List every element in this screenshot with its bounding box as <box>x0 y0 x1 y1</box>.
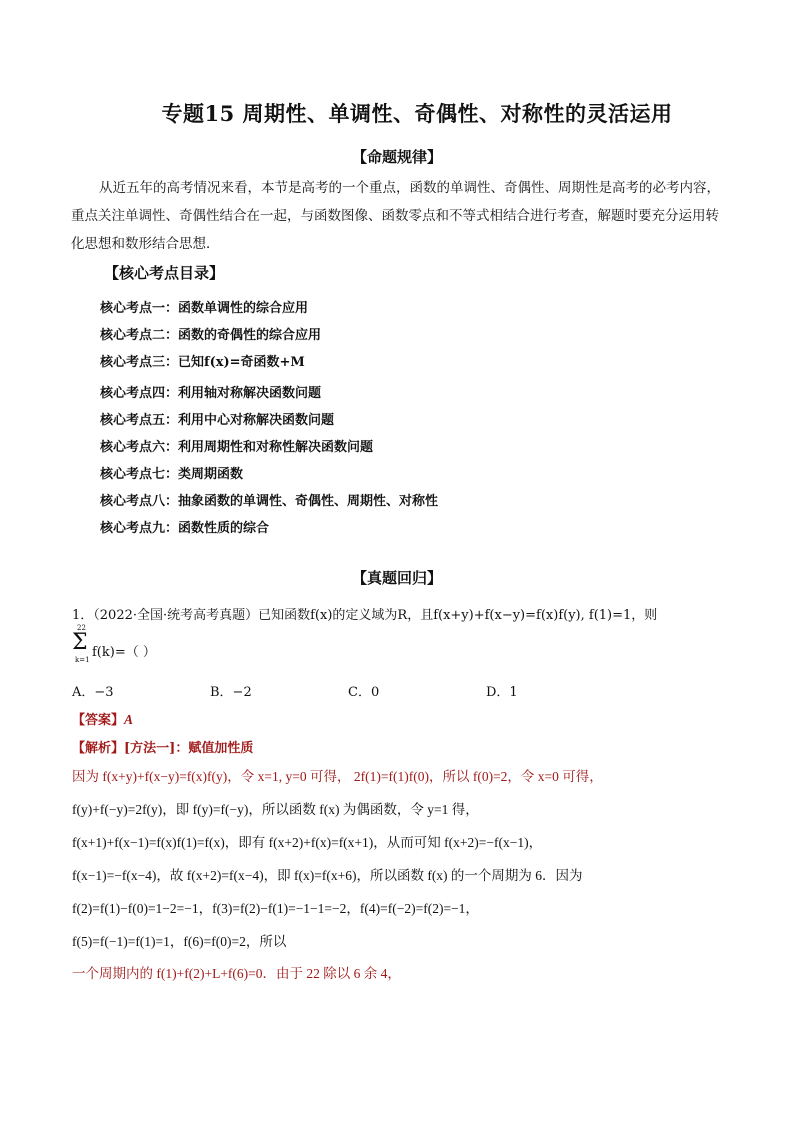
solution-line: f(y)+f(−y)=2f(y)，即 f(y)=f(−y)，所以函数 f(x) 为偶函数，令 y=1 得， <box>72 802 479 817</box>
solution-line: 一个周期内的 f(1)+f(2)+L+f(6)=0．由于 22 除以 6 余 4， <box>72 966 401 981</box>
toc-item: 核心考点二：函数的奇偶性的综合应用 <box>100 328 322 343</box>
choice-b: B．−2 <box>210 685 252 700</box>
sum-expression: f(k)=（ ） <box>92 645 156 660</box>
solution-line: f(5)=f(−1)=f(1)=1，f(6)=f(0)=2，所以 <box>72 934 287 949</box>
solution-line: f(x+1)+f(x−1)=f(x)f(1)=f(x)，即有 f(x+2)+f(x)=f(x+1)，从而可知 f(x+2)=−f(x−1)， <box>72 835 543 850</box>
toc-item: 核心考点三：已知f(x)=奇函数+M <box>100 355 305 370</box>
choice-c: C．0 <box>348 685 380 700</box>
solution-line: 因为 f(x+y)+f(x−y)=f(x)f(y)，令 x=1, y=0 可得， 2f(1)=f(1)f(0)，所以 f(0)=2，令 x=0 可得， <box>72 769 603 784</box>
rule-heading: 【命题规律】 <box>351 148 442 166</box>
toc-item: 核心考点九：函数性质的综合 <box>100 521 270 536</box>
answer-label: 【答案】 <box>72 713 125 728</box>
summation-symbol: Σ <box>72 630 88 655</box>
toc-item: 核心考点八：抽象函数的单调性、奇偶性、周期性、对称性 <box>100 494 439 509</box>
page-title: 专题15 周期性、单调性、奇偶性、对称性的灵活运用 <box>161 101 673 126</box>
solution-label: 【解析】 <box>72 741 125 756</box>
sum-lower-limit: k=1 <box>75 656 90 664</box>
choice-a: A．−3 <box>72 685 114 700</box>
toc-heading: 【核心考点目录】 <box>104 264 225 282</box>
question-stem: 1．（2022·全国·统考高考真题）已知函数f(x)的定义域为R，且f(x+y)+f(x−y)=f(x)f(y), f(1)=1，则 <box>72 608 658 623</box>
answer-line <box>72 709 133 728</box>
solution-heading <box>72 737 253 756</box>
toc-item: 核心考点七：类周期函数 <box>100 467 244 482</box>
toc-item: 核心考点六：利用周期性和对称性解决函数问题 <box>100 440 374 455</box>
answer-value: A <box>124 712 134 727</box>
solution-line: f(x−1)=−f(x−4)，故 f(x+2)=f(x−4)，即 f(x)=f(x+6)，所以函数 f(x) 的一个周期为 6．因为 <box>72 868 583 883</box>
rule-paragraph: 从近五年的高考情况来看，本节是高考的一个重点，函数的单调性、奇偶性、周期性是高考的必考内容，重点关注单调性、奇偶性结合在一起，与函数图像、函数零点和不等式相结合进行考查，解题时要充分运用转化思想和数形结合思想． <box>71 180 720 252</box>
choice-d: D．1 <box>486 685 518 700</box>
solution-line: f(2)=f(1)−f(0)=1−2=−1，f(3)=f(2)−f(1)=−1−1=−2，f(4)=f(−2)=f(2)=−1， <box>72 901 479 916</box>
review-heading: 【真题回归】 <box>351 569 442 587</box>
toc-item: 核心考点一：函数单调性的综合应用 <box>100 301 309 316</box>
sum-upper-limit: 22 <box>77 624 86 632</box>
toc-item: 核心考点五：利用中心对称解决函数问题 <box>100 413 335 428</box>
solution-method: [方法一]：赋值加性质 <box>124 741 254 756</box>
toc-item: 核心考点四：利用轴对称解决函数问题 <box>100 386 322 401</box>
